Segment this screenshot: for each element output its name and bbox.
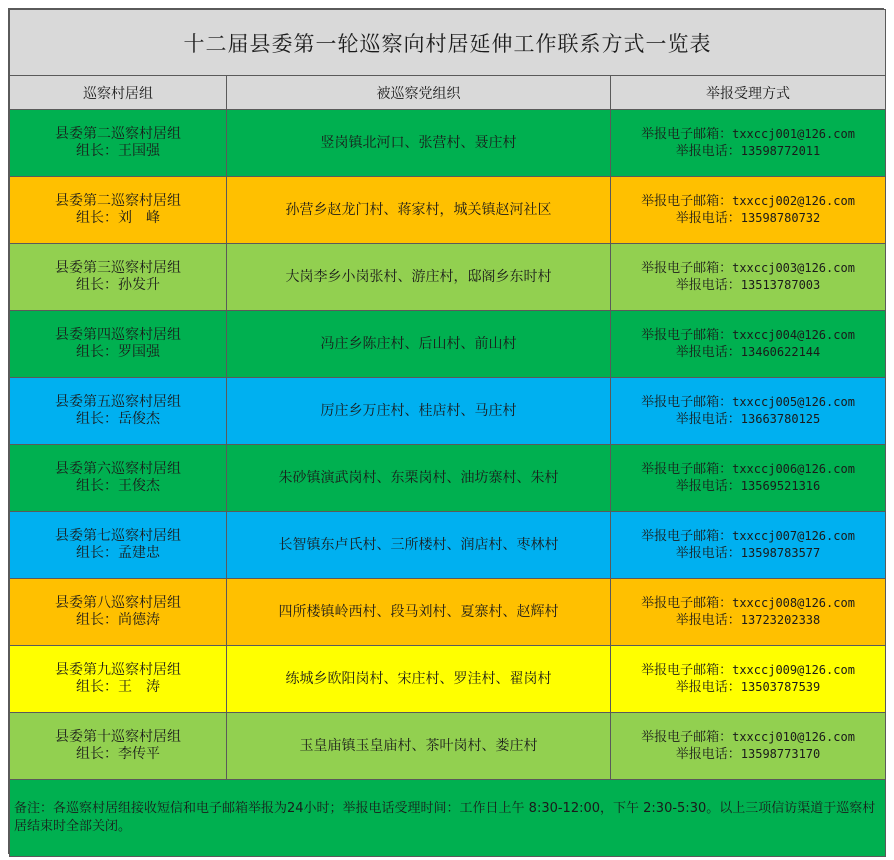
- phone-label: 举报电话：: [675, 479, 741, 494]
- group-name: 县委第八巡察村居组: [55, 595, 181, 611]
- header-group: 巡察村居组: [10, 76, 227, 110]
- email-label: 举报电子邮箱：: [641, 194, 733, 209]
- table-row: [10, 378, 886, 445]
- phone-number[interactable]: 13569521316: [740, 479, 821, 493]
- contact-cell: [611, 244, 886, 311]
- email-address[interactable]: txxccj002@126.com: [732, 194, 855, 208]
- email-label: 举报电子邮箱：: [641, 462, 733, 477]
- email-line: [615, 193, 881, 210]
- email-label: 举报电子邮箱：: [641, 596, 733, 611]
- orgs-cell: [227, 445, 611, 512]
- orgs-text: 朱砂镇演武岗村、东栗岗村、油坊寨村、朱村: [278, 469, 559, 486]
- orgs-text: 厉庄乡万庄村、桂店村、马庄村: [320, 402, 517, 419]
- header-contact: 举报受理方式: [611, 76, 886, 110]
- group-cell: [10, 311, 227, 378]
- phone-label: 举报电话：: [675, 144, 741, 159]
- email-label: 举报电子邮箱：: [641, 730, 733, 745]
- table-row: [10, 713, 886, 780]
- group-cell: [10, 110, 227, 177]
- header-row: [10, 76, 886, 110]
- phone-number[interactable]: 13723202338: [740, 613, 821, 627]
- phone-label: 举报电话：: [675, 345, 741, 360]
- phone-number[interactable]: 13598772011: [740, 144, 821, 158]
- email-address[interactable]: txxccj009@126.com: [732, 663, 855, 677]
- phone-number[interactable]: 13598773170: [740, 747, 821, 761]
- table-row: [10, 445, 886, 512]
- email-line: [615, 327, 881, 344]
- email-line: [615, 528, 881, 545]
- orgs-cell: [227, 713, 611, 780]
- table-body: [10, 110, 886, 780]
- orgs-cell: [227, 177, 611, 244]
- email-line: [615, 662, 881, 679]
- phone-label: 举报电话：: [675, 613, 741, 628]
- group-leader: 组长：孟建忠: [76, 545, 160, 561]
- table-row: [10, 244, 886, 311]
- email-line: [615, 126, 881, 143]
- orgs-cell: [227, 311, 611, 378]
- email-line: [615, 461, 881, 478]
- group-leader: 组长：刘 峰: [76, 210, 160, 226]
- phone-number[interactable]: 13663780125: [740, 412, 821, 426]
- phone-label: 举报电话：: [675, 747, 741, 762]
- email-label: 举报电子邮箱：: [641, 395, 733, 410]
- email-line: [615, 595, 881, 612]
- email-line: [615, 394, 881, 411]
- group-cell: [10, 445, 227, 512]
- orgs-text: 长智镇东卢氏村、三所楼村、润店村、枣林村: [278, 536, 559, 553]
- table-row: [10, 110, 886, 177]
- phone-line: [615, 143, 881, 160]
- phone-number[interactable]: 13598783577: [740, 546, 821, 560]
- table-row: [10, 512, 886, 579]
- phone-number[interactable]: 13598780732: [740, 211, 821, 225]
- group-cell: [10, 713, 227, 780]
- group-cell: [10, 244, 227, 311]
- phone-line: [615, 411, 881, 428]
- note-row: [10, 780, 886, 857]
- orgs-cell: [227, 378, 611, 445]
- orgs-cell: [227, 110, 611, 177]
- group-leader: 组长：王 涛: [76, 679, 160, 695]
- orgs-text: 玉皇庙镇玉皇庙村、茶叶岗村、娄庄村: [299, 737, 538, 754]
- group-name: 县委第十巡察村居组: [55, 729, 181, 745]
- email-line: [615, 260, 881, 277]
- group-leader: 组长：罗国强: [76, 344, 160, 360]
- group-leader: 组长：尚德涛: [76, 612, 160, 628]
- orgs-text: 孙营乡赵龙门村、蒋家村，城关镇赵河社区: [285, 201, 552, 218]
- orgs-text: 竖岗镇北河口、张营村、聂庄村: [320, 134, 517, 151]
- phone-line: [615, 679, 881, 696]
- title-row: [10, 10, 886, 76]
- group-leader: 组长：王俊杰: [76, 478, 160, 494]
- orgs-cell: [227, 512, 611, 579]
- phone-label: 举报电话：: [675, 278, 741, 293]
- phone-line: [615, 612, 881, 629]
- group-cell: [10, 378, 227, 445]
- email-address[interactable]: txxccj005@126.com: [732, 395, 855, 409]
- group-leader: 组长：孙发升: [76, 277, 160, 293]
- email-address[interactable]: txxccj004@126.com: [732, 328, 855, 342]
- note-text: 备注：各巡察村居组接收短信和电子邮箱举报为24小时；举报电话受理时间：工作日上午 8:30-12:00，下午 2:30-5:30。以上三项信访渠道于巡察村居结束时全部关闭。: [10, 780, 886, 857]
- email-address[interactable]: txxccj008@126.com: [732, 596, 855, 610]
- phone-line: [615, 545, 881, 562]
- orgs-text: 练城乡欧阳岗村、宋庄村、罗洼村、翟岗村: [285, 670, 552, 687]
- group-name: 县委第二巡察村居组: [55, 193, 181, 209]
- table-row: [10, 579, 886, 646]
- phone-number[interactable]: 13513787003: [740, 278, 821, 292]
- contact-cell: [611, 311, 886, 378]
- email-address[interactable]: txxccj010@126.com: [732, 730, 855, 744]
- phone-line: [615, 746, 881, 763]
- phone-label: 举报电话：: [675, 211, 741, 226]
- contact-cell: [611, 713, 886, 780]
- group-cell: [10, 177, 227, 244]
- email-label: 举报电子邮箱：: [641, 663, 733, 678]
- phone-line: [615, 277, 881, 294]
- email-address[interactable]: txxccj003@126.com: [732, 261, 855, 275]
- group-name: 县委第四巡察村居组: [55, 327, 181, 343]
- group-cell: [10, 579, 227, 646]
- orgs-cell: [227, 579, 611, 646]
- orgs-text: 冯庄乡陈庄村、后山村、前山村: [320, 335, 517, 352]
- contact-cell: [611, 445, 886, 512]
- group-leader: 组长：王国强: [76, 143, 160, 159]
- group-name: 县委第六巡察村居组: [55, 461, 181, 477]
- page-title: 十二届县委第一轮巡察向村居延伸工作联系方式一览表: [10, 10, 886, 76]
- group-leader: 组长：岳俊杰: [76, 411, 160, 427]
- table-row: [10, 311, 886, 378]
- contact-table: [9, 9, 886, 857]
- email-label: 举报电子邮箱：: [641, 127, 733, 142]
- group-cell: [10, 512, 227, 579]
- phone-label: 举报电话：: [675, 680, 741, 695]
- group-leader: 组长：李传平: [76, 746, 160, 762]
- email-address[interactable]: txxccj001@126.com: [732, 127, 855, 141]
- phone-line: [615, 478, 881, 495]
- orgs-text: 大岗李乡小岗张村、游庄村，邸阁乡东时村: [285, 268, 552, 285]
- group-name: 县委第七巡察村居组: [55, 528, 181, 544]
- contact-cell: [611, 579, 886, 646]
- phone-line: [615, 344, 881, 361]
- contact-cell: [611, 512, 886, 579]
- phone-line: [615, 210, 881, 227]
- phone-label: 举报电话：: [675, 546, 741, 561]
- group-name: 县委第九巡察村居组: [55, 662, 181, 678]
- contact-cell: [611, 378, 886, 445]
- email-label: 举报电子邮箱：: [641, 328, 733, 343]
- header-orgs: 被巡察党组织: [227, 76, 611, 110]
- table-row: [10, 646, 886, 713]
- orgs-text: 四所楼镇岭西村、段马刘村、夏寨村、赵辉村: [278, 603, 559, 620]
- contact-cell: [611, 177, 886, 244]
- phone-number[interactable]: 13460622144: [740, 345, 821, 359]
- group-name: 县委第三巡察村居组: [55, 260, 181, 276]
- orgs-cell: [227, 646, 611, 713]
- phone-number[interactable]: 13503787539: [740, 680, 821, 694]
- email-label: 举报电子邮箱：: [641, 261, 733, 276]
- email-address[interactable]: txxccj007@126.com: [732, 529, 855, 543]
- group-cell: [10, 646, 227, 713]
- email-address[interactable]: txxccj006@126.com: [732, 462, 855, 476]
- contact-sheet: [8, 8, 884, 854]
- phone-label: 举报电话：: [675, 412, 741, 427]
- group-name: 县委第五巡察村居组: [55, 394, 181, 410]
- email-label: 举报电子邮箱：: [641, 529, 733, 544]
- contact-cell: [611, 110, 886, 177]
- orgs-cell: [227, 244, 611, 311]
- table-row: [10, 177, 886, 244]
- contact-cell: [611, 646, 886, 713]
- group-name: 县委第二巡察村居组: [55, 126, 181, 142]
- email-line: [615, 729, 881, 746]
